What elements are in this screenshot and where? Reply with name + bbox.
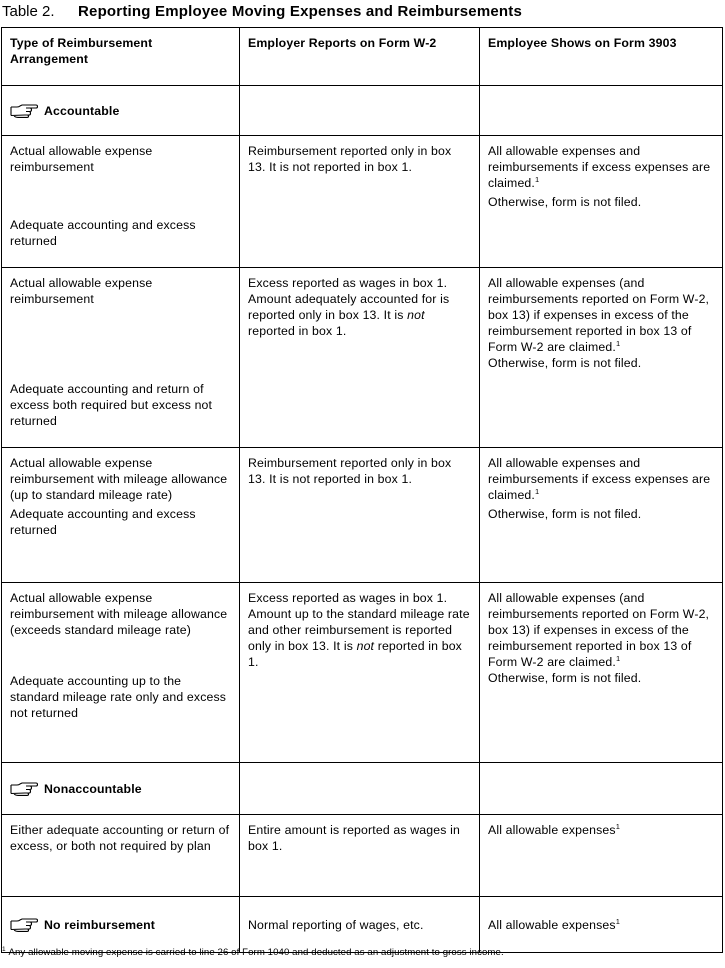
emphasis-not: not [356, 639, 375, 653]
section-row-no-reimbursement [2, 897, 723, 953]
empty-cell [240, 86, 480, 136]
employee-otherwise: Otherwise, form is not filed. [488, 507, 642, 521]
employee-cell [480, 897, 723, 953]
employer-reporting: Normal reporting of wages, etc. [248, 917, 424, 932]
table-title [2, 2, 522, 22]
employee-cell [480, 268, 723, 448]
employer-reporting-end: reported in box 1. [248, 639, 462, 669]
header-employee: Employee Shows on Form 3903 [480, 28, 723, 86]
type-description: Actual allowable expense reimbursement with mileage allowance (up to standard mileage rate) [10, 456, 228, 502]
employee-reporting: All allowable expenses and reimbursements if excess expenses are claimed. [488, 456, 711, 502]
pointing-hand-icon [10, 782, 38, 796]
pointing-hand-icon [10, 104, 38, 118]
employee-cell [480, 136, 723, 268]
header-type: Type of Reimbursement Arrangement [2, 28, 240, 86]
table-number: Table 2. [2, 3, 55, 20]
type-description: Actual allowable expense reimbursement with mileage allowance (exceeds standard mileage rate) [10, 591, 228, 637]
employee-cell [480, 815, 723, 897]
employer-cell [240, 448, 480, 583]
employer-reporting: Reimbursement reported only in box 13. It is not reported in box 1. [248, 144, 452, 174]
pointing-hand-icon [10, 918, 38, 932]
accounting-condition: Adequate accounting and excess returned [10, 218, 196, 248]
header-row [2, 28, 723, 86]
footnote-ref: 1 [535, 487, 540, 496]
employee-reporting: All allowable expenses and reimbursements if excess expenses are claimed. [488, 144, 711, 190]
empty-cell [480, 763, 723, 815]
employer-cell [240, 897, 480, 953]
type-cell [2, 815, 240, 897]
empty-cell [480, 86, 723, 136]
section-cell-accountable [2, 86, 240, 136]
employee-otherwise: Otherwise, form is not filed. [488, 195, 642, 209]
employer-reporting: Entire amount is reported as wages in box 1. [248, 823, 460, 853]
employee-cell [480, 448, 723, 583]
section-cell-nonaccountable [2, 763, 240, 815]
employer-reporting-end: reported in box 1. [248, 324, 347, 338]
section-label-no-reimbursement: No reimbursement [44, 917, 156, 932]
footnote-text: Any allowable moving expense is carried to line 26 of Form 1040 and deducted as an adjustment to gross income. [8, 947, 504, 958]
section-label-accountable: Accountable [44, 103, 120, 118]
reimbursement-table [1, 27, 723, 953]
table-row [2, 583, 723, 763]
employee-reporting: All allowable expenses [488, 823, 616, 837]
employer-cell [240, 815, 480, 897]
empty-cell [240, 763, 480, 815]
type-cell [2, 448, 240, 583]
footnote-marker: 1 [2, 946, 6, 953]
footnote-ref: 1 [615, 822, 621, 831]
type-description: Actual allowable expense reimbursement [10, 276, 153, 306]
type-description: Either adequate accounting or return of excess, or both not required by plan [10, 823, 230, 853]
footnote-ref: 1 [615, 654, 621, 663]
footnote [2, 946, 504, 960]
employer-cell [240, 583, 480, 763]
section-label-nonaccountable: Nonaccountable [44, 781, 142, 796]
footnote-ref: 1 [615, 339, 621, 348]
employee-reporting: All allowable expenses (and reimbursements reported on Form W-2, box 13) if expenses in excess of the reimbursement reported in box 13 of Form W-2 are claimed. [488, 591, 710, 669]
employer-reporting: Excess reported as wages in box 1. Amount up to the standard mileage rate and other reimbursement is reported only in box 13. It is [248, 591, 470, 653]
section-row-nonaccountable [2, 763, 723, 815]
employee-cell [480, 583, 723, 763]
employee-reporting: All allowable expenses [488, 917, 616, 932]
footnote-ref: 1 [615, 916, 621, 926]
employer-cell [240, 136, 480, 268]
type-cell [2, 583, 240, 763]
accounting-condition: Adequate accounting and excess returned [10, 507, 196, 537]
section-row-accountable [2, 86, 723, 136]
type-cell [2, 268, 240, 448]
employer-cell [240, 268, 480, 448]
type-cell [2, 136, 240, 268]
table-row [2, 815, 723, 897]
employer-reporting: Reimbursement reported only in box 13. It is not reported in box 1. [248, 456, 452, 486]
footnote-ref: 1 [535, 175, 540, 184]
header-employer: Employer Reports on Form W-2 [240, 28, 480, 86]
accounting-condition: Adequate accounting and return of excess both required but excess not returned [10, 382, 213, 428]
section-cell-no-reimbursement [2, 897, 240, 953]
table-row [2, 136, 723, 268]
table-heading: Reporting Employee Moving Expenses and Reimbursements [78, 3, 523, 20]
employee-otherwise: Otherwise, form is not filed. [488, 671, 642, 685]
table-row [2, 268, 723, 448]
employee-reporting: All allowable expenses (and reimbursements reported on Form W-2, box 13) if expenses in excess of the reimbursement reported in box 13 of Form W-2 are claimed. [488, 276, 710, 354]
table-row [2, 448, 723, 583]
employer-reporting: Excess reported as wages in box 1. Amount adequately accounted for is reported only in box 13. It is [248, 276, 450, 322]
accounting-condition: Adequate accounting up to the standard mileage rate only and excess not returned [10, 674, 227, 720]
employee-otherwise: Otherwise, form is not filed. [488, 356, 642, 370]
type-description: Actual allowable expense reimbursement [10, 144, 153, 174]
emphasis-not: not [407, 308, 425, 322]
